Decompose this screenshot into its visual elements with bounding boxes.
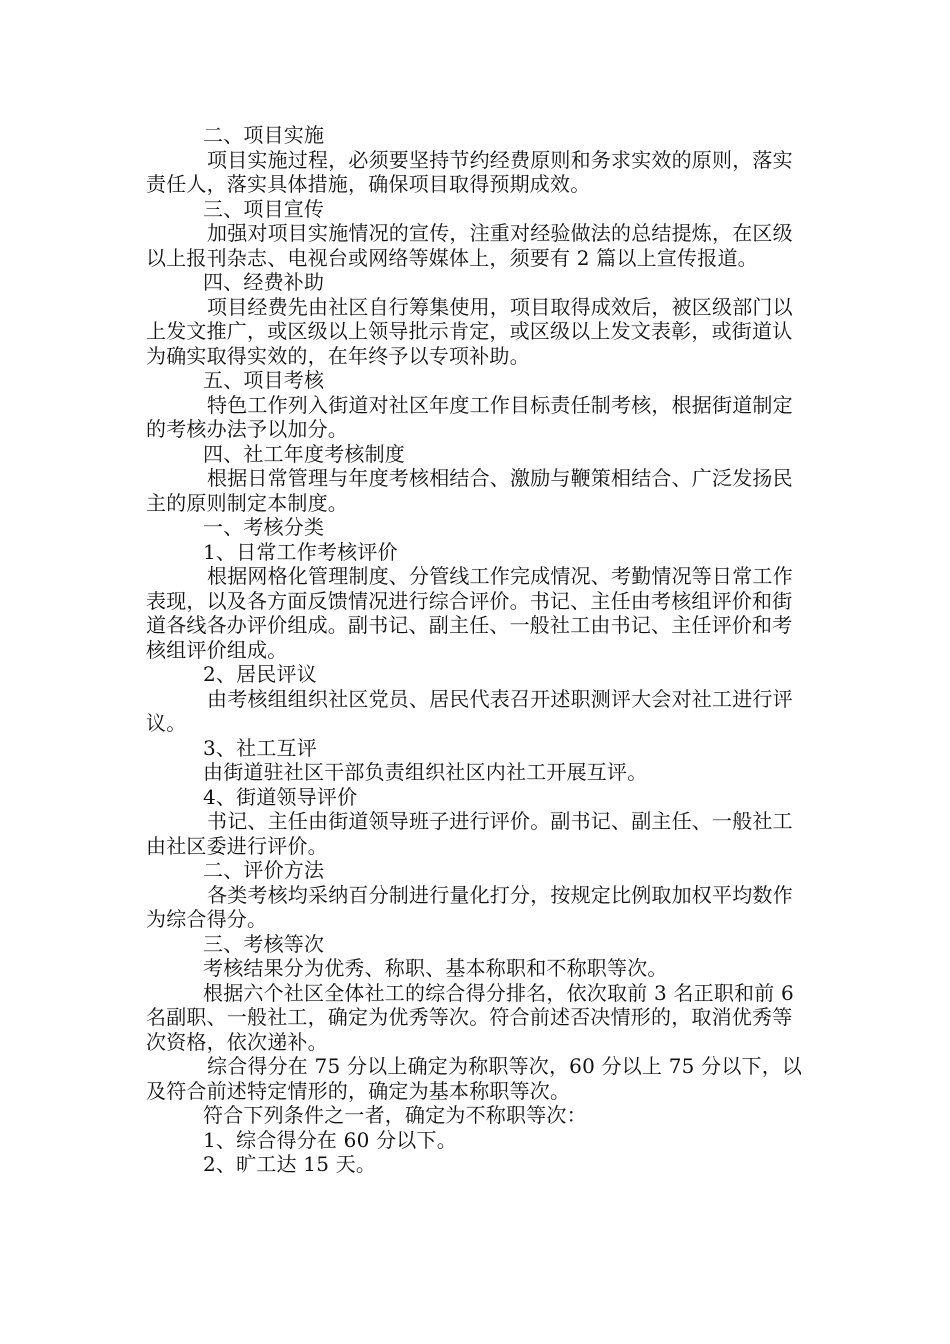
body-paragraph: 加强对项目实施情况的宣传，注重对经验做法的总结提炼，在区级以上报刊杂志、电视台或网络等媒体上，须要有 2 篇以上宣传报道。 [146,221,793,270]
subsection-heading: 2、居民评议 [203,662,317,686]
body-paragraph: 由考核组组织社区党员、居民代表召开述职测评大会对社工进行评议。 [146,686,793,735]
body-paragraph: 综合得分在 75 分以上确定为称职等次，60 分以上 75 分以下，以及符合前述特定情形的，确定为基本称职等次。 [146,1054,803,1103]
section-heading: 三、项目宣传 [203,196,325,221]
list-item: 2、旷工达 15 天。 [203,1152,377,1176]
section-heading: 五、项目考核 [203,368,325,392]
body-paragraph: 符合下列条件之一者，确定为不称职等次： [203,1103,587,1127]
document-body [146,123,812,1177]
body-paragraph: 由街道驻社区干部负责组织社区内社工开展互评。 [203,760,648,784]
body-paragraph: 根据日常管理与年度考核相结合、激励与鞭策相结合、广泛发扬民主的原则制定本制度。 [146,466,793,515]
section-heading: 四、经费补助 [203,270,325,294]
body-paragraph: 各类考核均采纳百分制进行量化打分，按规定比例取加权平均数作为综合得分。 [146,882,793,931]
body-paragraph: 考核结果分为优秀、称职、基本称职和不称职等次。 [203,956,668,980]
subsection-heading: 3、社工互评 [203,735,317,760]
subsection-heading: 1、日常工作考核评价 [203,539,398,564]
body-paragraph: 根据六个社区全体社工的综合得分排名，依次取前 3 名正职和前 6 名副职、一般社工，确定为优秀等次。符合前述否决情形的，取消优秀等次资格，依次递补。 [146,980,794,1054]
list-item: 1、综合得分在 60 分以下。 [203,1127,457,1152]
section-heading: 二、项目实施 [203,123,325,147]
section-heading: 一、考核分类 [203,515,325,539]
body-paragraph: 书记、主任由街道领导班子进行评价。副书记、副主任、一般社工由社区委进行评价。 [146,809,793,858]
body-paragraph: 项目经费先由社区自行筹集使用，项目取得成效后，被区级部门以上发文推广，或区级以上领导批示肯定，或区级以上发文表彰，或街道认为确实取得实效的，在年终予以专项补助。 [146,294,793,368]
chapter-heading: 四、社工年度考核制度 [203,441,405,466]
section-heading: 三、考核等次 [203,931,325,956]
body-paragraph: 根据网格化管理制度、分管线工作完成情况、考勤情况等日常工作表现，以及各方面反馈情况进行综合评价。书记、主任由考核组评价和街道各线各办评价组成。副书记、副主任、一般社工由书记、主任评价和考核组评价组成。 [146,564,793,662]
section-heading: 二、评价方法 [203,858,325,882]
body-paragraph: 特色工作列入街道对社区年度工作目标责任制考核，根据街道制定的考核办法予以加分。 [146,392,793,441]
subsection-heading: 4、街道领导评价 [203,784,358,809]
body-paragraph: 项目实施过程，必须要坚持节约经费原则和务求实效的原则，落实责任人，落实具体措施，确保项目取得预期成效。 [146,147,793,196]
